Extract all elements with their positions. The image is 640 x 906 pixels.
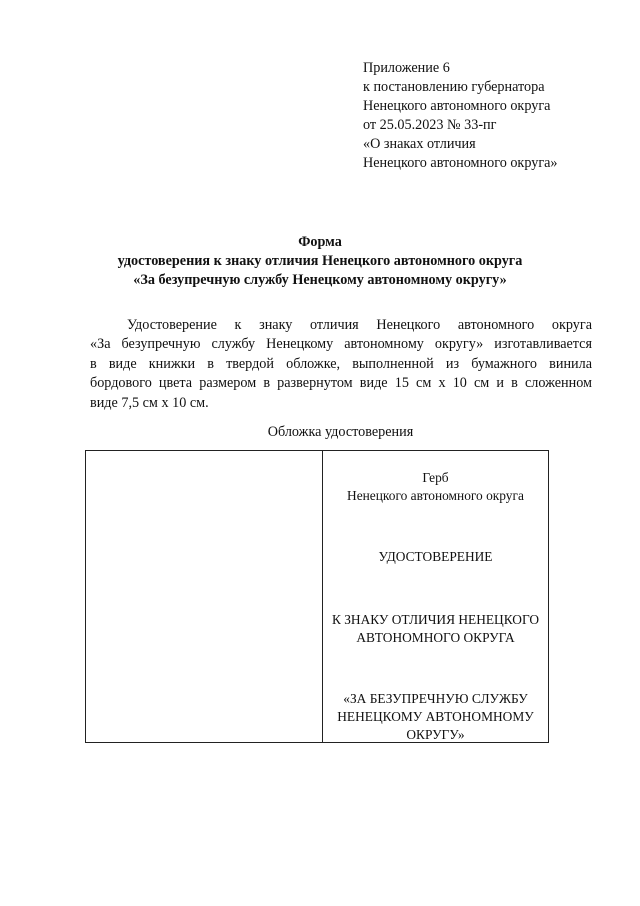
cover-front-panel (323, 451, 548, 742)
paragraph-line: бордового цвета размером в развернутом виде 15 см х 10 см и в сложенном (90, 375, 592, 392)
award-line: НЕНЕЦКОМУ АВТОНОМНОМУ (337, 709, 534, 724)
award-name-label (323, 690, 548, 744)
cover-back-panel (86, 451, 323, 742)
appendix-line: Ненецкого автономного округа (363, 98, 551, 114)
paragraph-line: Удостоверение к знаку отличия Ненецкого автономного округа (127, 317, 592, 333)
document-type-label: УДОСТОВЕРЕНИЕ (378, 549, 493, 564)
appendix-line: Ненецкого автономного округа» (363, 155, 558, 171)
coat-line: Герб (422, 470, 449, 485)
paragraph-line: в виде книжки в твердой обложке, выполненной из бумажного винила (90, 355, 592, 372)
badge-line: АВТОНОМНОГО ОКРУГА (356, 630, 515, 645)
appendix-header (363, 59, 633, 173)
coat-of-arms-label (323, 469, 548, 505)
paragraph-line: «За безупречную службу Ненецкому автономному округу» изготавливается (90, 336, 592, 353)
badge-label (323, 611, 548, 647)
appendix-line: Приложение 6 (363, 60, 450, 76)
coat-line: Ненецкого автономного округа (347, 488, 524, 503)
cover-layout (85, 450, 549, 743)
body-paragraph (90, 316, 592, 413)
title-line: удостоверения к знаку отличия Ненецкого автономного округа (117, 253, 523, 269)
badge-line: К ЗНАКУ ОТЛИЧИЯ НЕНЕЦКОГО (331, 612, 540, 627)
title-line: Форма (298, 234, 342, 250)
cover-caption: Обложка удостоверения (267, 424, 414, 440)
paragraph-line: виде 7,5 см х 10 см. (90, 394, 209, 411)
appendix-line: к постановлению губернатора (363, 79, 545, 95)
appendix-line: «О знаках отличия (363, 136, 476, 152)
appendix-line: от 25.05.2023 № 33-пг (363, 117, 497, 133)
award-line: «ЗА БЕЗУПРЕЧНУЮ СЛУЖБУ (343, 691, 528, 706)
award-line: ОКРУГУ» (406, 727, 465, 742)
title-line: «За безупречную службу Ненецкому автономному округу» (133, 272, 507, 288)
document-title (0, 233, 640, 290)
